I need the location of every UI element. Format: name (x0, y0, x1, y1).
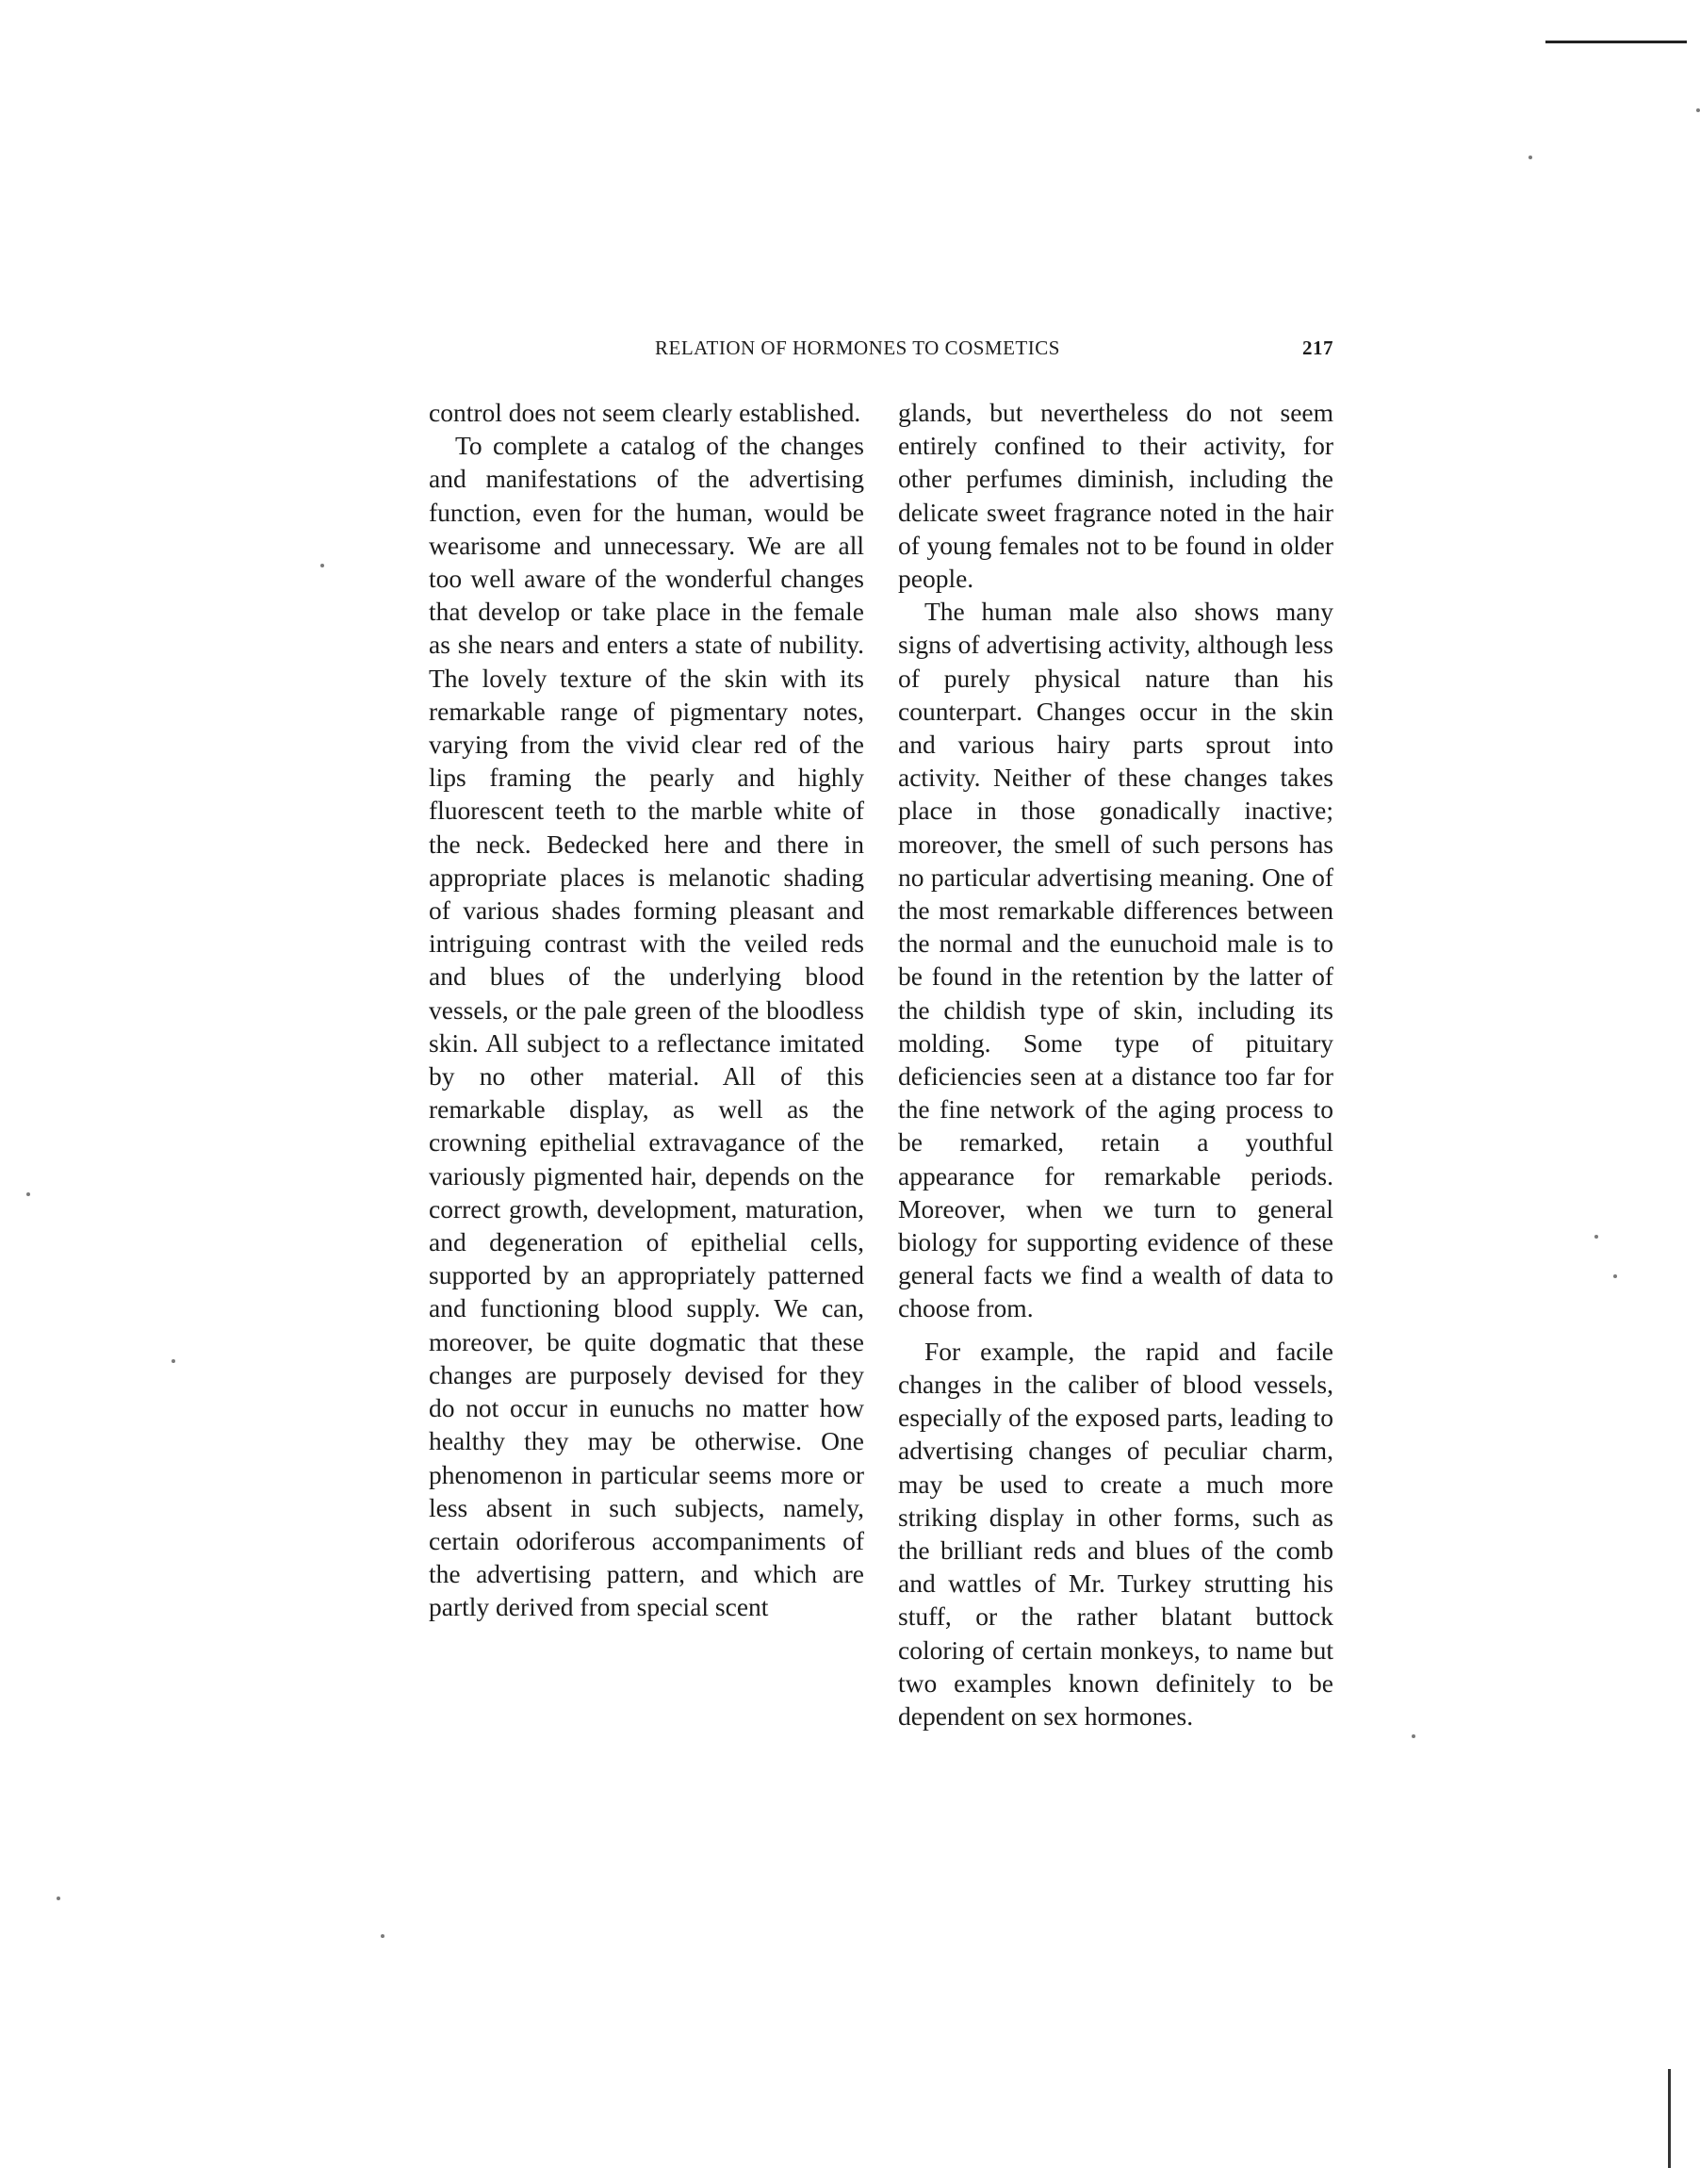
paragraph: The human male also shows many signs of advertising activity, although less of purely physical nature than his counterpart. Changes occur in the skin and various hairy parts sprout into activity. Neither of these changes takes place in those gonadically inactive; moreover, the smell of such persons has no particular advertising meaning. One of the most remarkable differences between the normal and the eunuchoid male is to be found in the retention by the latter of the childish type of skin, including its molding. Some type of pituitary deficiencies seen at a distance too far for the fine network of the aging process to be remarked, retain a youthful appearance for remarkable periods. Moreover, when we turn to general biology for supporting evidence of these general facts we find a wealth of data to choose from. (898, 597, 1333, 1323)
scan-speck (381, 1934, 384, 1938)
scan-speck (26, 1192, 30, 1196)
scan-speck (320, 564, 324, 567)
page-number: 217 (1302, 337, 1333, 359)
scan-edge-line (1545, 41, 1687, 43)
scan-speck (1412, 1734, 1415, 1738)
scan-speck (1594, 1235, 1598, 1239)
left-column (429, 396, 864, 1624)
paragraph: For example, the rapid and facile changes in the caliber of blood vessels, especially of the exposed parts, leading to advertising changes of peculiar charm, may be used to create a much more striking display in other forms, such as the brilliant reds and blues of the comb and wattles of Mr. Turkey strutting his stuff, or the rather blatant buttock coloring of certain monkeys, to name but two examples known definitely to be dependent on sex hormones. (898, 1336, 1333, 1731)
running-head (429, 337, 1333, 367)
paragraph: control does not seem clearly established. (429, 398, 861, 427)
scan-speck (1696, 108, 1700, 112)
scan-edge-mark (1668, 2069, 1671, 2168)
running-head-title: RELATION OF HORMONES TO COSMETICS (655, 337, 1060, 359)
scan-speck (172, 1359, 175, 1363)
paragraph: To complete a catalog of the changes and manifestations of the advertising function, even for the human, would be wearisome and unnecessary. We are all too well aware of the wonderful changes that develop or take place in the female as she nears and enters a state of nubility. The lovely texture of the skin with its remarkable range of pigmentary notes, varying from the vivid clear red of the lips framing the pearly and highly fluorescent teeth to the marble white of the neck. Bedecked here and there in appropriate places is melanotic shading of various shades forming pleasant and intriguing contrast with the veiled reds and blues of the underlying blood vessels, or the pale green of the bloodless skin. All subject to a reflectance imitated by no other material. All of this remarkable display, as well as the crowning epithelial extravagance of the variously pigmented hair, depends on the correct growth, development, maturation, and degeneration of epithelial cells, supported by an appropriately patterned and functioning blood supply. We can, moreover, be quite dogmatic that these changes are purposely devised for they do not occur in eunuchs no matter how healthy they may be otherwise. One phenomenon in particular seems more or less absent in such subjects, namely, certain odoriferous accompaniments of the advertising pattern, and which are partly derived from special scent (429, 431, 864, 1622)
paragraph: glands, but nevertheless do not seem entirely confined to their activity, for other perfumes diminish, including the delicate sweet fragrance noted in the hair of young females not to be found in older people. (898, 398, 1333, 594)
scan-speck (1528, 156, 1532, 159)
scan-speck (57, 1897, 60, 1900)
scan-speck (1613, 1274, 1617, 1278)
right-column (898, 396, 1333, 1732)
